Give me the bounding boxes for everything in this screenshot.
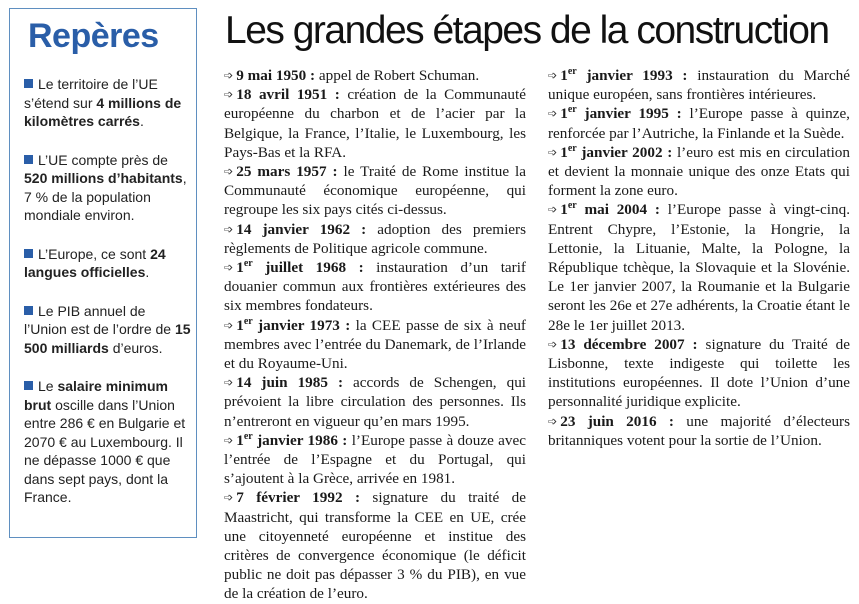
fact-text: L’UE compte près de — [38, 151, 168, 168]
timeline-entry — [224, 316, 526, 374]
entry-text: l’Europe passe à quinze, renforcée par l’Autriche, la Finlande et la Suède. — [548, 105, 850, 142]
fact-highlight: 520 millions d’habitants — [24, 170, 183, 186]
entry-date-sup: er — [567, 104, 577, 116]
entry-date: janvier 1986 : — [252, 431, 348, 449]
arrow-bullet-icon: ➩ — [548, 145, 558, 159]
timeline-entry — [548, 335, 850, 412]
arrow-bullet-icon: ➩ — [548, 414, 558, 428]
timeline-entry — [224, 66, 526, 85]
arrow-bullet-icon: ➩ — [224, 491, 234, 505]
timeline-entry — [548, 143, 850, 201]
timeline-column-right — [548, 66, 850, 450]
entry-date: 14 janvier 1962 : — [236, 220, 367, 238]
fact-text: oscille dans l’Union entre 286 € en Bulgarie et 2070 € au Luxembourg. Il ne dépasse 1000 € que dans sept pays, dont la France. — [24, 396, 186, 505]
timeline-entry — [224, 258, 526, 316]
entry-date: janvier 1993 : — [576, 67, 688, 84]
timeline-entry — [224, 431, 526, 489]
entry-date: 9 mai 1950 : — [236, 67, 316, 84]
timeline-column-left — [224, 66, 526, 604]
fact-highlight: 24 langues officielles — [24, 245, 166, 280]
fact-text: Le territoire de l’UE s’étend sur — [24, 76, 158, 111]
entry-date: 1 — [236, 316, 244, 334]
fact-item — [10, 75, 196, 131]
square-bullet-icon — [24, 79, 33, 88]
arrow-bullet-icon: ➩ — [224, 222, 234, 236]
entry-text: adoption des premiers règlements de Politique agricole commune. — [224, 220, 526, 257]
entry-date: mai 2004 : — [576, 201, 660, 219]
fact-text: , 7 % de la population mondiale environ. — [24, 170, 187, 223]
timeline-entry — [224, 220, 526, 258]
fact-item — [10, 245, 196, 282]
entry-text: la CEE passe de six à neuf membres avec l’entrée du Danemark, de l’Irlande et du Royaume-Uni. — [224, 316, 526, 373]
fact-text: Le PIB annuel de l’Union est de l’ordre de — [24, 302, 175, 337]
square-bullet-icon — [24, 381, 33, 390]
sidebar-title: Repères — [28, 17, 159, 55]
fact-highlight: 4 millions de kilomètres carrés — [24, 94, 182, 129]
entry-text: signature du traité de Maastricht, qui transforme la CEE en UE, crée une citoyenneté européenne et institue des critères de convergence économique (le déficit public ne doit pas dépasser 3 % du PIB), en vue de la création de l’euro. — [224, 489, 527, 603]
square-bullet-icon — [24, 249, 33, 258]
timeline-entry — [224, 373, 526, 431]
fact-text: L’Europe, ce sont — [38, 245, 151, 262]
timeline-entry — [224, 162, 526, 220]
entry-date: 7 février 1992 : — [236, 489, 361, 507]
entry-text: création de la Communauté européenne du charbon et de l’acier par la Belgique, la France, l’Italie, le Luxembourg, les Pays-Bas et la RFA. — [224, 86, 526, 161]
square-bullet-icon — [24, 306, 33, 315]
arrow-bullet-icon: ➩ — [224, 261, 234, 275]
fact-highlight: salaire minimum brut — [24, 378, 168, 413]
arrow-bullet-icon: ➩ — [224, 433, 234, 447]
fact-text: . — [139, 113, 144, 129]
arrow-bullet-icon: ➩ — [224, 165, 234, 179]
timeline-entry — [224, 488, 526, 603]
entry-text: une majorité d’électeurs britanniques votent pour la sortie de l’Union. — [548, 412, 851, 449]
entry-text: accords de Schengen, qui prévoient la libre circulation des personnes. Ils n’entreront en vigueur qu’en mars 1995. — [224, 374, 527, 430]
entry-date-sup: er — [567, 200, 577, 212]
entry-date: 13 décembre 2007 : — [560, 335, 698, 353]
fact-text: d’euros. — [108, 339, 163, 356]
entry-text: l’Europe passe à douze avec l’entrée de l’Espagne et du Portugal, qui s’ajoutent à la Grèce, arrivée en 1981. — [224, 431, 526, 488]
entry-date: 25 mars 1957 : — [236, 163, 338, 181]
fact-text: . — [145, 264, 150, 280]
timeline-entry — [548, 200, 850, 334]
entry-date-sup: er — [243, 315, 253, 327]
entry-date: janvier 2002 : — [576, 143, 673, 161]
entry-text: instauration du Marché unique européen, sans frontières intérieures. — [548, 67, 850, 104]
entry-date: 1 — [560, 201, 568, 219]
entry-text: l’euro est mis en circulation et devient la monnaie unique des onze Etats qui forment la zone euro. — [548, 143, 850, 200]
entry-date: juillet 1968 : — [252, 259, 364, 277]
arrow-bullet-icon: ➩ — [548, 69, 558, 82]
entry-date: 1 — [560, 105, 568, 123]
entry-text: appel de Robert Schuman. — [315, 67, 480, 84]
entry-date: 1 — [236, 431, 244, 449]
fact-item — [10, 377, 196, 507]
entry-date-sup: er — [243, 430, 253, 442]
entry-date: 18 avril 1951 : — [236, 86, 340, 104]
entry-text: le Traité de Rome institue la Communauté économique européenne, qui regroupe les six pays cités ci-dessus. — [224, 163, 526, 219]
entry-date: janvier 1995 : — [576, 105, 682, 123]
entry-date: 14 juin 1985 : — [236, 374, 344, 392]
square-bullet-icon — [24, 155, 33, 164]
entry-date: 23 juin 2016 : — [560, 412, 674, 430]
entry-text: instauration d’un tarif douanier commun aux frontières extérieures des six membres fondateurs. — [224, 259, 526, 315]
entry-date-sup: er — [567, 65, 577, 77]
arrow-bullet-icon: ➩ — [224, 376, 234, 390]
fact-text: Le — [38, 378, 58, 394]
fact-item — [10, 151, 196, 225]
timeline-entry — [548, 412, 850, 450]
entry-date: 1 — [236, 259, 244, 277]
arrow-bullet-icon: ➩ — [224, 69, 234, 82]
reperes-box — [9, 8, 197, 538]
timeline-entry — [224, 85, 526, 162]
timeline-entry — [548, 66, 850, 104]
arrow-bullet-icon: ➩ — [548, 337, 558, 351]
fact-highlight: 15 500 milliards — [24, 321, 191, 356]
arrow-bullet-icon: ➩ — [224, 88, 234, 102]
entry-text: signature du Traité de Lisbonne, texte indigeste qui toilette les institutions européennes. Il dote l’Union d’une personnalité juridique explicite. — [548, 335, 850, 411]
page-title: Les grandes étapes de la construction — [225, 9, 829, 52]
arrow-bullet-icon: ➩ — [548, 107, 558, 121]
timeline-entry — [548, 104, 850, 142]
fact-item — [10, 302, 196, 358]
entry-date: 1 — [560, 67, 568, 84]
entry-text: l’Europe passe à vingt-cinq. Entrent Chypre, l’Estonie, la Hongrie, la Lettonie, la Lituanie, Malte, la Pologne, la République tchèque, la Slovaquie et la Slovénie. Le 1er janvier 2007, la Roumanie et la Bulgarie seront les 26e et 27e adhérents, la Croatie étant le 28e le 1er juillet 2013. — [548, 201, 850, 334]
arrow-bullet-icon: ➩ — [224, 318, 234, 332]
entry-date-sup: er — [243, 257, 253, 269]
entry-date: 1 — [560, 143, 568, 161]
entry-date-sup: er — [567, 142, 577, 154]
entry-date: janvier 1973 : — [252, 316, 351, 334]
arrow-bullet-icon: ➩ — [548, 203, 558, 217]
